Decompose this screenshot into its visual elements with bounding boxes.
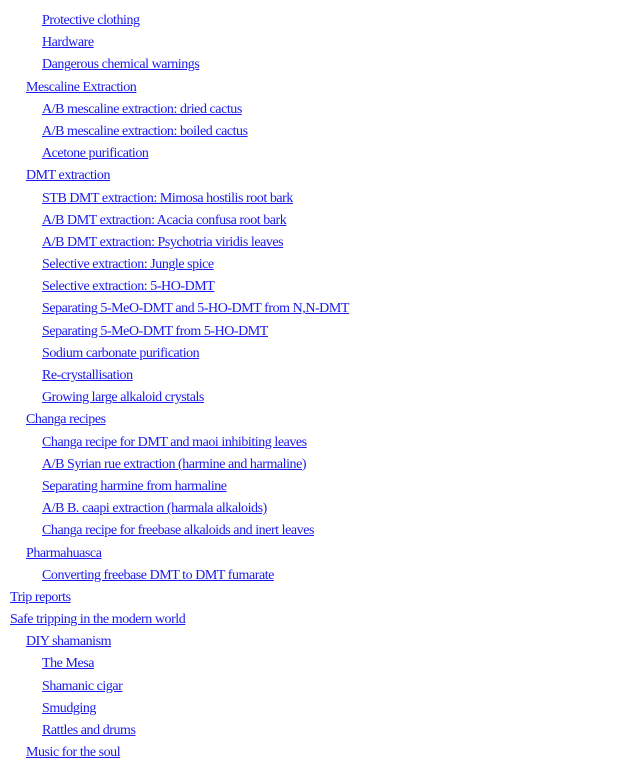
toc-entry bbox=[0, 565, 636, 587]
toc-link[interactable]: Converting freebase DMT to DMT fumarate bbox=[42, 567, 274, 583]
toc-link[interactable]: The Mesa bbox=[42, 656, 94, 672]
toc-link[interactable]: Separating 5-MeO-DMT and 5-HO-DMT from N,N-DMT bbox=[42, 301, 349, 317]
toc-link[interactable]: Trip reports bbox=[10, 589, 71, 605]
toc-entry bbox=[0, 321, 636, 343]
toc-link[interactable]: Growing large alkaloid crystals bbox=[42, 390, 204, 406]
toc-entry bbox=[0, 99, 636, 121]
toc-entry bbox=[0, 454, 636, 476]
toc-entry bbox=[0, 143, 636, 165]
toc-link[interactable]: Shamanic cigar bbox=[42, 678, 123, 694]
toc-link[interactable]: A/B mescaline extraction: boiled cactus bbox=[42, 123, 248, 139]
toc-entry bbox=[0, 232, 636, 254]
toc-link[interactable]: A/B B. caapi extraction (harmala alkaloids) bbox=[42, 501, 267, 517]
toc-entry bbox=[0, 365, 636, 387]
toc-entry bbox=[0, 543, 636, 565]
toc-link[interactable]: Changa recipe for freebase alkaloids and inert leaves bbox=[42, 523, 314, 539]
toc-link[interactable]: A/B mescaline extraction: dried cactus bbox=[42, 101, 242, 117]
toc-link[interactable]: DIY shamanism bbox=[26, 634, 112, 650]
toc-link[interactable]: DMT extraction bbox=[26, 168, 111, 184]
toc-entry bbox=[0, 188, 636, 210]
toc-entry bbox=[0, 609, 636, 631]
toc-link[interactable]: A/B DMT extraction: Acacia confusa root bark bbox=[42, 212, 287, 228]
toc-entry bbox=[0, 10, 636, 32]
toc-link[interactable]: Smudging bbox=[42, 700, 96, 716]
toc-link[interactable]: Re-crystallisation bbox=[42, 368, 133, 383]
toc-entry bbox=[0, 631, 636, 653]
toc-link[interactable]: Changa recipe for DMT and maoi inhibiting leaves bbox=[42, 434, 307, 450]
toc-link[interactable]: Pharmahuasca bbox=[26, 545, 102, 561]
toc-entry bbox=[0, 298, 636, 320]
toc-link[interactable]: A/B Syrian rue extraction (harmine and harmaline) bbox=[42, 456, 307, 472]
toc-entry bbox=[0, 210, 636, 232]
toc-link[interactable]: Music for the soul bbox=[26, 745, 121, 761]
toc-entry bbox=[0, 165, 636, 187]
toc-link[interactable]: Dangerous chemical warnings bbox=[42, 57, 200, 73]
toc-entry bbox=[0, 653, 636, 675]
toc-link[interactable]: Changa recipes bbox=[26, 412, 106, 428]
toc-link[interactable]: Sodium carbonate purification bbox=[42, 345, 200, 361]
toc-link[interactable]: A/B DMT extraction: Psychotria viridis leaves bbox=[42, 234, 284, 250]
toc-entry bbox=[0, 720, 636, 742]
toc-entry bbox=[0, 343, 636, 365]
toc-link[interactable]: Acetone purification bbox=[42, 146, 149, 162]
toc-link[interactable]: Separating 5-MeO-DMT from 5-HO-DMT bbox=[42, 323, 268, 339]
toc-entry bbox=[0, 742, 636, 764]
toc-entry bbox=[0, 121, 636, 143]
toc-entry bbox=[0, 587, 636, 609]
toc-entry bbox=[0, 32, 636, 54]
toc-link[interactable]: Separating harmine from harmaline bbox=[42, 478, 227, 494]
toc-link[interactable]: Mescaline Extraction bbox=[26, 79, 137, 95]
toc-entry bbox=[0, 676, 636, 698]
toc-link[interactable]: STB DMT extraction: Mimosa hostilis root bark bbox=[42, 190, 293, 206]
toc-link[interactable]: Selective extraction: 5-HO-DMT bbox=[42, 279, 215, 295]
toc-link[interactable]: Selective extraction: Jungle spice bbox=[42, 257, 214, 273]
table-of-contents bbox=[0, 10, 636, 764]
toc-link[interactable]: Hardware bbox=[42, 35, 94, 51]
toc-link[interactable]: Protective clothing bbox=[42, 13, 140, 28]
toc-entry bbox=[0, 520, 636, 542]
toc-entry bbox=[0, 432, 636, 454]
toc-entry bbox=[0, 54, 636, 76]
toc-entry bbox=[0, 409, 636, 431]
toc-link[interactable]: Rattles and drums bbox=[42, 723, 136, 738]
toc-entry bbox=[0, 387, 636, 409]
toc-entry bbox=[0, 476, 636, 498]
toc-entry bbox=[0, 498, 636, 520]
toc-entry bbox=[0, 276, 636, 298]
toc-entry bbox=[0, 254, 636, 276]
toc-entry bbox=[0, 698, 636, 720]
toc-link[interactable]: Safe tripping in the modern world bbox=[10, 612, 186, 628]
toc-entry bbox=[0, 77, 636, 99]
